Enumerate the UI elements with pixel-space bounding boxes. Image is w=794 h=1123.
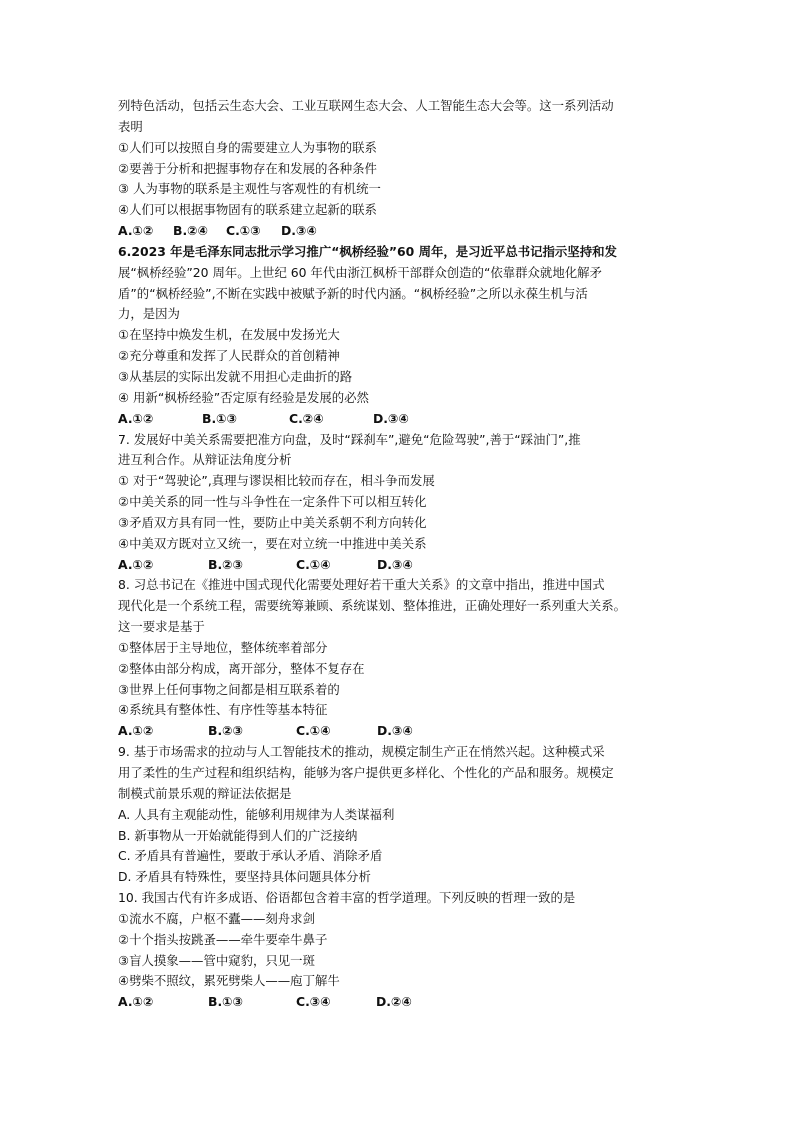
statement-4: ④人们可以根据事物固有的联系建立起新的联系	[118, 202, 377, 218]
option-d[interactable]: D.②④	[376, 994, 412, 1010]
choice-a[interactable]: A. 人具有主观能动性，能够利用规律为人类谋福利	[118, 806, 395, 822]
choice-d[interactable]: D. 矛盾具有特殊性，要坚持具体问题具体分析	[118, 869, 371, 885]
option-b[interactable]: B.②③	[208, 723, 244, 739]
question-stem-line: 列特色活动，包括云生态大会、工业互联网生态大会、人工智能生态大会等。这一系列活动	[118, 98, 614, 113]
statement-1: ①人们可以按照自身的需要建立人为事物的联系	[118, 139, 377, 155]
question-9	[118, 742, 678, 888]
question-stem-line: 8. 习总书记在《推进中国式现代化需要处理好若干重大关系》的文章中指出，推进中国式	[118, 577, 605, 593]
answer-options	[118, 409, 678, 430]
question-8	[118, 575, 678, 742]
question-stem-line: 现代化是一个系统工程，需要统筹兼顾、系统谋划、整体推进，正确处理好一系列重大关系。	[118, 598, 627, 614]
option-a[interactable]: A.①②	[118, 223, 154, 239]
option-c[interactable]: C.①④	[296, 723, 331, 739]
question-stem-line: 7. 发展好中美关系需要把准方向盘，及时“踩刹车”,避免“危险驾驶”,善于“踩油门”,推	[118, 431, 581, 447]
answer-options	[118, 992, 678, 1013]
question-7	[118, 430, 678, 576]
option-b[interactable]: B.①③	[208, 994, 244, 1010]
question-stem-line: 10. 我国古代有许多成语、俗语都包含着丰富的哲学道理。下列反映的哲理一致的是	[118, 890, 576, 906]
question-stem-line: 进互利合作。从辩证法角度分析	[118, 452, 292, 468]
question-6	[118, 242, 678, 430]
statement-1: ①整体居于主导地位，整体统率着部分	[118, 639, 328, 655]
option-d[interactable]: D.③④	[377, 723, 413, 739]
choice-c[interactable]: C. 矛盾具有普遍性，要敢于承认矛盾、消除矛盾	[118, 848, 383, 864]
statement-2: ②充分尊重和发挥了人民群众的首创精神	[118, 348, 340, 364]
question-stem-line: 展“枫桥经验”20 周年。上世纪 60 年代由浙江枫桥干部群众创造的“依靠群众就地化解矛	[118, 264, 602, 280]
question-stem-line: 制模式前景乐观的辩证法依据是	[118, 785, 292, 801]
statement-1: ①在坚持中焕发生机，在发展中发扬光大	[118, 327, 340, 343]
option-a[interactable]: A.①②	[118, 994, 154, 1010]
question-stem-line: 盾”的“枫桥经验”,不断在实践中被赋予新的时代内涵。“枫桥经验”之所以永葆生机与活	[118, 285, 588, 301]
question-stem-line: 9. 基于市场需求的拉动与人工智能技术的推动，规模定制生产正在悄然兴起。这种模式采	[118, 744, 605, 760]
statement-3: ③从基层的实际出发就不用担心走曲折的路	[118, 368, 353, 384]
statement-2: ②十个指头按跳蚤——牵牛要牵牛鼻子	[118, 931, 328, 947]
statement-3: ③世界上任何事物之间都是相互联系着的	[118, 681, 340, 697]
statement-2: ②中美关系的同一性与斗争性在一定条件下可以相互转化	[118, 494, 427, 510]
statement-2: ②要善于分析和把握事物存在和发展的各种条件	[118, 160, 377, 176]
option-b[interactable]: B.②④	[173, 223, 209, 239]
statement-3: ③ 人为事物的联系是主观性与客观性的有机统一	[118, 181, 381, 197]
option-a[interactable]: A.①②	[118, 723, 154, 739]
option-d[interactable]: D.③④	[377, 556, 413, 572]
question-stem-line: 表明	[118, 118, 143, 134]
question-stem-line: 这一要求是基于	[118, 619, 205, 635]
option-d[interactable]: D.③④	[373, 410, 409, 426]
statement-4: ④系统具有整体性、有序性等基本特征	[118, 702, 328, 718]
question-5	[118, 96, 678, 242]
statement-1: ① 对于“驾驶论”,真理与谬误相比较而存在，相斗争而发展	[118, 473, 435, 489]
option-c[interactable]: C.②④	[289, 410, 324, 426]
option-b[interactable]: B.①③	[202, 410, 238, 426]
option-c[interactable]: C.③④	[296, 994, 331, 1010]
exam-page	[118, 96, 678, 1013]
answer-options	[118, 555, 678, 576]
option-c[interactable]: C.①③	[226, 223, 261, 239]
question-stem-line: 力，是因为	[118, 306, 180, 322]
option-d[interactable]: D.③④	[281, 223, 317, 239]
option-a[interactable]: A.①②	[118, 410, 154, 426]
statement-4: ④ 用新“枫桥经验”否定原有经验是发展的必然	[118, 389, 369, 405]
option-b[interactable]: B.②③	[208, 556, 244, 572]
statement-4: ④劈柴不照纹，累死劈柴人——庖丁解牛	[118, 973, 340, 989]
statement-1: ①流水不腐，户枢不蠹——刻舟求剑	[118, 910, 315, 926]
choice-b[interactable]: B. 新事物从一开始就能得到人们的广泛接纳	[118, 827, 358, 843]
statement-4: ④中美双方既对立又统一，要在对立统一中推进中美关系	[118, 535, 427, 551]
question-10	[118, 888, 678, 1013]
answer-options	[118, 221, 678, 242]
option-a[interactable]: A.①②	[118, 556, 154, 572]
statement-3: ③盲人摸象——管中窥豹，只见一斑	[118, 952, 315, 968]
statement-3: ③矛盾双方具有同一性，要防止中美关系朝不利方向转化	[118, 514, 427, 530]
question-stem-line: 6.2023 年是毛泽东同志批示学习推广“枫桥经验”60 周年，是习近平总书记指示坚持和发	[118, 243, 617, 259]
question-stem-line: 用了柔性的生产过程和组织结构，能够为客户提供更多样化、个性化的产品和服务。规模定	[118, 765, 614, 780]
option-c[interactable]: C.①④	[296, 556, 331, 572]
answer-options	[118, 721, 678, 742]
statement-2: ②整体由部分构成，离开部分，整体不复存在	[118, 660, 365, 676]
